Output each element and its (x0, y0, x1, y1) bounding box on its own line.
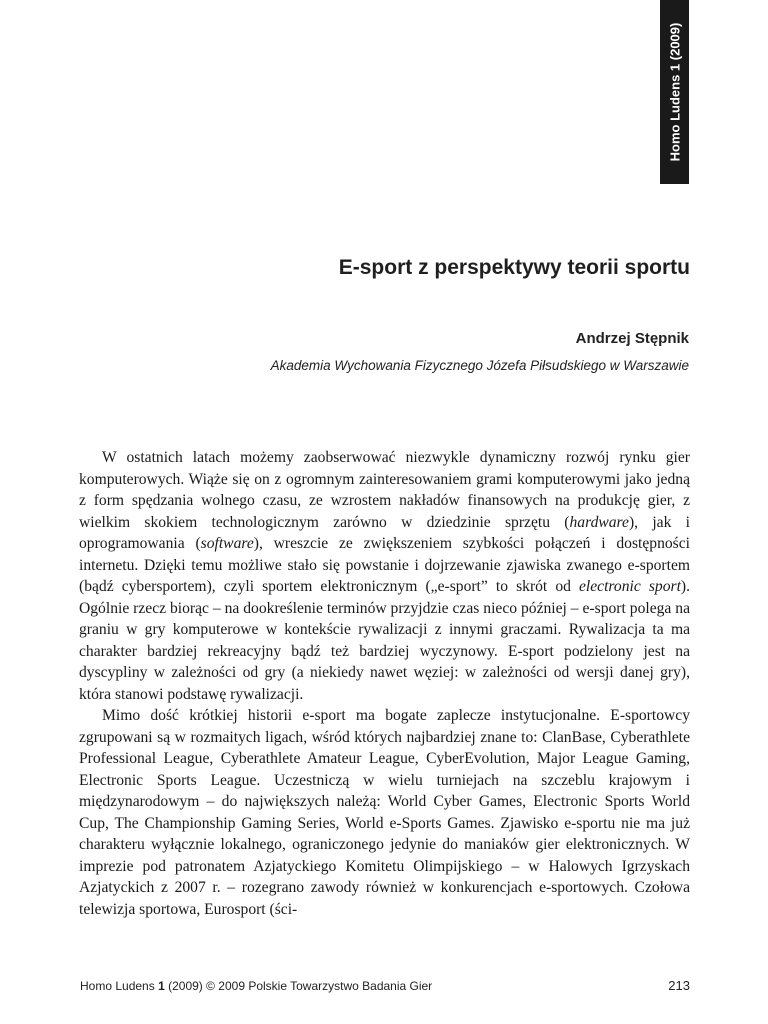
footer-copyright: (2009) © 2009 Polskie Towarzystwo Badania Gier (168, 979, 433, 993)
footer-volume: 1 (158, 979, 165, 993)
footer-citation (80, 979, 432, 993)
body-paragraph (79, 705, 690, 920)
text-run: ), jak i oprogramowania ( (79, 513, 690, 552)
text-run: ), wreszcie ze zwiększeniem szybkości połączeń i dostępności internetu. Dzięki temu możliwe stało się powstanie i dojrzewanie zjawiska zwanego e-sportem (bądź cybersportem), czyli sportem elektronicznym („e-sport” to skrót od (79, 535, 690, 595)
article-body (79, 447, 690, 920)
journal-side-tab-label: Homo Ludens 1 (2009) (667, 22, 682, 162)
page-number: 213 (668, 978, 690, 993)
body-paragraph (79, 447, 690, 705)
text-run: ). Ogólnie rzecz biorąc – na dookreślenie terminów przyjdzie czas nieco później – e-sport polega na graniu w gry komputerowe w kontekście rywalizacji z innymi graczami. Rywalizacja ta ma charakter bardziej rekreacyjny bądź też bardziej wyczynowy. E-sport podzielony jest na dyscypliny w zależności od gry (a niekiedy nawet węziej: w zależności od wersji danej gry), która stanowi podstawę rywalizacji. (79, 578, 690, 703)
journal-side-tab (660, 0, 689, 184)
author-name: Andrzej Stępnik (575, 330, 689, 347)
text-run: Mimo dość krótkiej historii e-sport ma bogate zaplecze instytucjonalne. E-sportowcy zgrupowani są w rozmaitych ligach, wśród których najbardziej znane to: ClanBase, Cyberathlete Professional League, Cyberathlete Amateur League, CyberEvolution, Major League Gaming, Electronic Sports League. Uczestniczą w wielu turniejach na szczeblu krajowym i międzynarodowym – do największych należą: World Cyber Games, Electronic Sports World Cup, The Championship Gaming Series, World e-Sports Games. Zjawisko e-sportu nie ma już charakteru wyłącznie lokalnego, ograniczonego jedynie do maniaków gier elektronicznych. W imprezie pod patronatem Azjatyckiego Komitetu Olimpijskiego – w Halowych Igrzyskach Azjatyckich z 2007 r. – rozegrano zawody również w konkurencjach e-sportowych. Czołowa telewizja sportowa, Eurosport (ści- (79, 707, 690, 918)
article-title: E-sport z perspektywy teorii sportu (338, 256, 690, 279)
text-run: W ostatnich latach możemy zaobserwować niezwykle dynamiczny rozwój rynku gier komputerowych. Wiąże się on z ogromnym zainteresowaniem grami komputerowymi jako jedną z form spędzania wolnego czasu, ze wzrostem nakładów finansowych na produkcję gier, z wielkim skokiem technologicznym zarówno w dziedzinie sprzętu ( (79, 449, 690, 531)
italic-term: software (200, 535, 254, 552)
author-affiliation: Akademia Wychowania Fizycznego Józefa Piłsudskiego w Warszawie (270, 358, 689, 373)
italic-term: hardware (569, 513, 629, 531)
footer-journal-name: Homo Ludens (80, 979, 155, 993)
italic-term: electronic sport (579, 578, 681, 595)
